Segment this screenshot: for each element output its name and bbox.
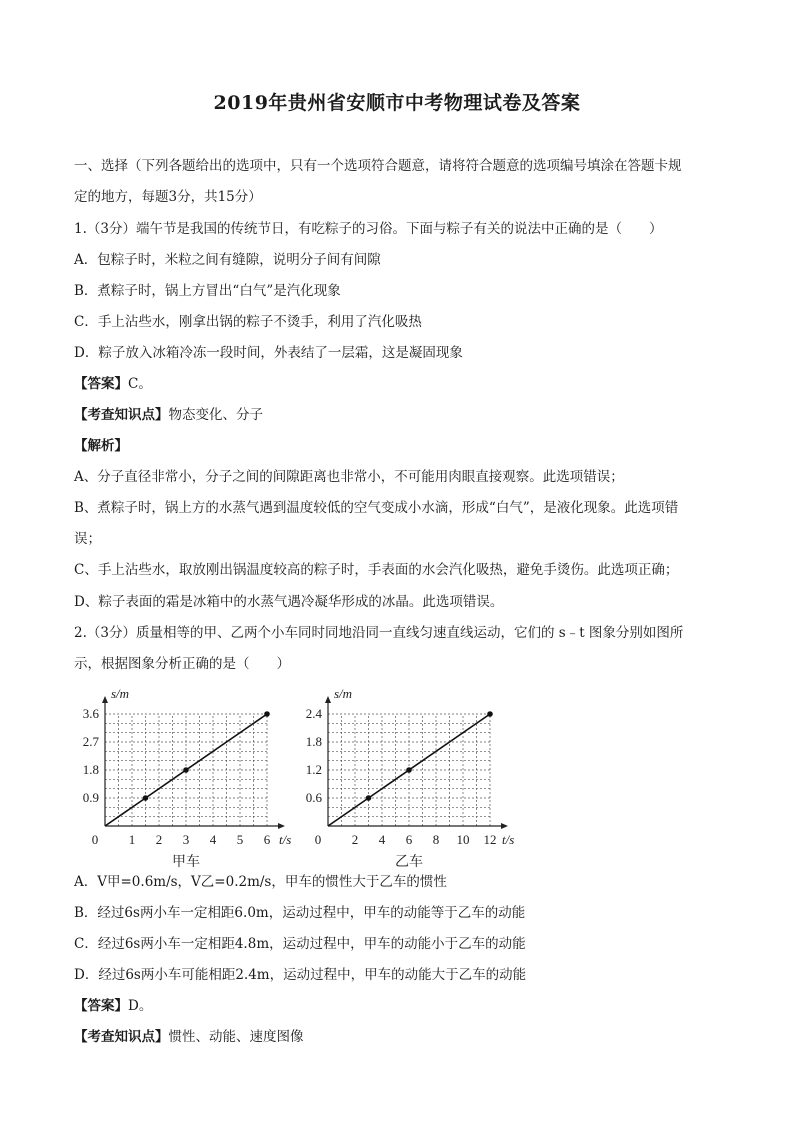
x-tick-label-yi: 10 xyxy=(456,832,470,847)
page-title: 2019年贵州省安顺市中考物理试卷及答案 xyxy=(213,92,581,114)
x-tick-label-jia: 3 xyxy=(182,832,190,847)
x-axis-label-jia: t/s xyxy=(279,832,292,847)
q1-knowledge xyxy=(74,406,263,424)
y-axis-arrow-yi xyxy=(325,696,331,703)
data-point-yi xyxy=(366,795,372,801)
knowledge-label: 【考查知识点】 xyxy=(74,407,169,423)
section-header: 一、选择（下列各题给出的选项中，只有一个选项符合题意，请将符合题意的选项编号填涂在答题卡规 xyxy=(74,158,682,174)
q1-stem: 1.（3分）端午节是我国的传统节日，有吃粽子的习俗。下面与粽子有关的说法中正确的是（ ） xyxy=(74,221,663,237)
section-header-cont: 定的地方，每题3分，共15分） xyxy=(74,189,262,205)
x-tick-label-jia: 1 xyxy=(128,832,136,847)
q1-answer xyxy=(74,375,152,393)
q1-analysis-d: D、粽子表面的霜是冰箱中的水蒸气遇冷凝华形成的冰晶。此选项错误。 xyxy=(74,594,504,610)
knowledge-value: 物态变化、分子 xyxy=(168,407,263,423)
knowledge-label: 【考查知识点】 xyxy=(74,1029,169,1045)
x-tick-label-jia: 2 xyxy=(155,832,163,847)
q1-analysis-a: A、分子直径非常小，分子之间的间隙距离也非常小，不可能用肉眼直接观察。此选项错误； xyxy=(74,469,624,485)
answer-value: C。 xyxy=(128,376,152,392)
x-axis-arrow-yi xyxy=(501,823,508,829)
y-axis-label-yi: s/m xyxy=(334,686,353,701)
x-axis-arrow-jia xyxy=(278,823,285,829)
st-graphs-svg xyxy=(70,678,530,868)
x-axis-label-yi: t/s xyxy=(502,832,515,847)
y-tick-label-jia: 0.9 xyxy=(82,790,99,805)
y-axis-arrow-jia xyxy=(102,696,108,703)
q2-answer xyxy=(74,997,152,1015)
x-tick-label-yi: 12 xyxy=(483,832,497,847)
y-tick-label-yi: 1.2 xyxy=(305,762,322,777)
q2-stem-cont: 示，根据图象分析正确的是（ ） xyxy=(74,656,290,672)
q1-analysis-label: 【解析】 xyxy=(74,438,128,454)
q2-option-d: D．经过6s两小车可能相距2.4m，运动过程中，甲车的动能大于乙车的动能 xyxy=(74,967,527,983)
chart-title-yi: 乙车 xyxy=(395,855,423,868)
q2-option-b: B．经过6s两小车一定相距6.0m，运动过程中，甲车的动能等于乙车的动能 xyxy=(74,905,526,921)
origin-label-jia: 0 xyxy=(91,832,99,847)
y-tick-label-jia: 1.8 xyxy=(82,762,99,777)
q1-analysis-b: B、煮粽子时，锅上方的水蒸气遇到温度较低的空气变成小水滴，形成“白气”，是液化现象。此选项错 xyxy=(74,500,679,516)
q1-option-c: C．手上沾些水，刚拿出锅的粽子不烫手，利用了汽化吸热 xyxy=(74,314,422,330)
x-tick-label-jia: 5 xyxy=(236,832,244,847)
y-tick-label-yi: 2.4 xyxy=(305,706,322,721)
x-tick-label-yi: 2 xyxy=(351,832,359,847)
data-point-yi xyxy=(406,767,412,773)
x-tick-label-jia: 6 xyxy=(263,832,271,847)
q2-option-c: C．经过6s两小车一定相距4.8m，运动过程中，甲车的动能小于乙车的动能 xyxy=(74,936,526,952)
x-tick-label-yi: 4 xyxy=(378,832,386,847)
data-point-jia xyxy=(143,795,149,801)
answer-label: 【答案】 xyxy=(74,376,128,392)
y-tick-label-yi: 0.6 xyxy=(305,790,322,805)
y-tick-label-jia: 2.7 xyxy=(82,734,99,749)
data-point-yi xyxy=(487,711,493,717)
x-tick-label-jia: 4 xyxy=(209,832,217,847)
x-tick-label-yi: 6 xyxy=(405,832,413,847)
chart-title-jia: 甲车 xyxy=(172,855,200,868)
answer-label: 【答案】 xyxy=(74,998,128,1014)
origin-label-yi: 0 xyxy=(314,832,322,847)
y-axis-label-jia: s/m xyxy=(111,686,130,701)
knowledge-value: 惯性、动能、速度图像 xyxy=(168,1029,304,1045)
y-tick-label-yi: 1.8 xyxy=(305,734,322,749)
q1-option-d: D．粽子放入冰箱冷冻一段时间，外表结了一层霜，这是凝固现象 xyxy=(74,345,463,361)
x-tick-label-yi: 8 xyxy=(432,832,440,847)
data-point-jia xyxy=(264,711,270,717)
q1-analysis-c: C、手上沾些水，取放刚出锅温度较高的粽子时，手表面的水会汽化吸热，避免手烫伤。此选项正确； xyxy=(74,562,679,578)
st-graphs xyxy=(70,678,530,868)
q2-knowledge xyxy=(74,1028,304,1046)
q1-analysis-b-cont: 误； xyxy=(74,531,101,547)
q1-option-a: A．包粽子时，米粒之间有缝隙，说明分子间有间隙 xyxy=(74,252,381,268)
q1-option-b: B．煮粽子时，锅上方冒出“白气”是汽化现象 xyxy=(74,283,341,299)
q2-stem: 2.（3分）质量相等的甲、乙两个小车同时同地沿同一直线匀速直线运动，它们的 s﹣t 图象分别如图所 xyxy=(74,625,684,641)
q2-option-a: A．V甲=0.6m/s，V乙=0.2m/s，甲车的惯性大于乙车的惯性 xyxy=(74,874,447,890)
y-tick-label-jia: 3.6 xyxy=(82,706,99,721)
data-point-jia xyxy=(183,767,189,773)
answer-value: D。 xyxy=(128,998,153,1014)
